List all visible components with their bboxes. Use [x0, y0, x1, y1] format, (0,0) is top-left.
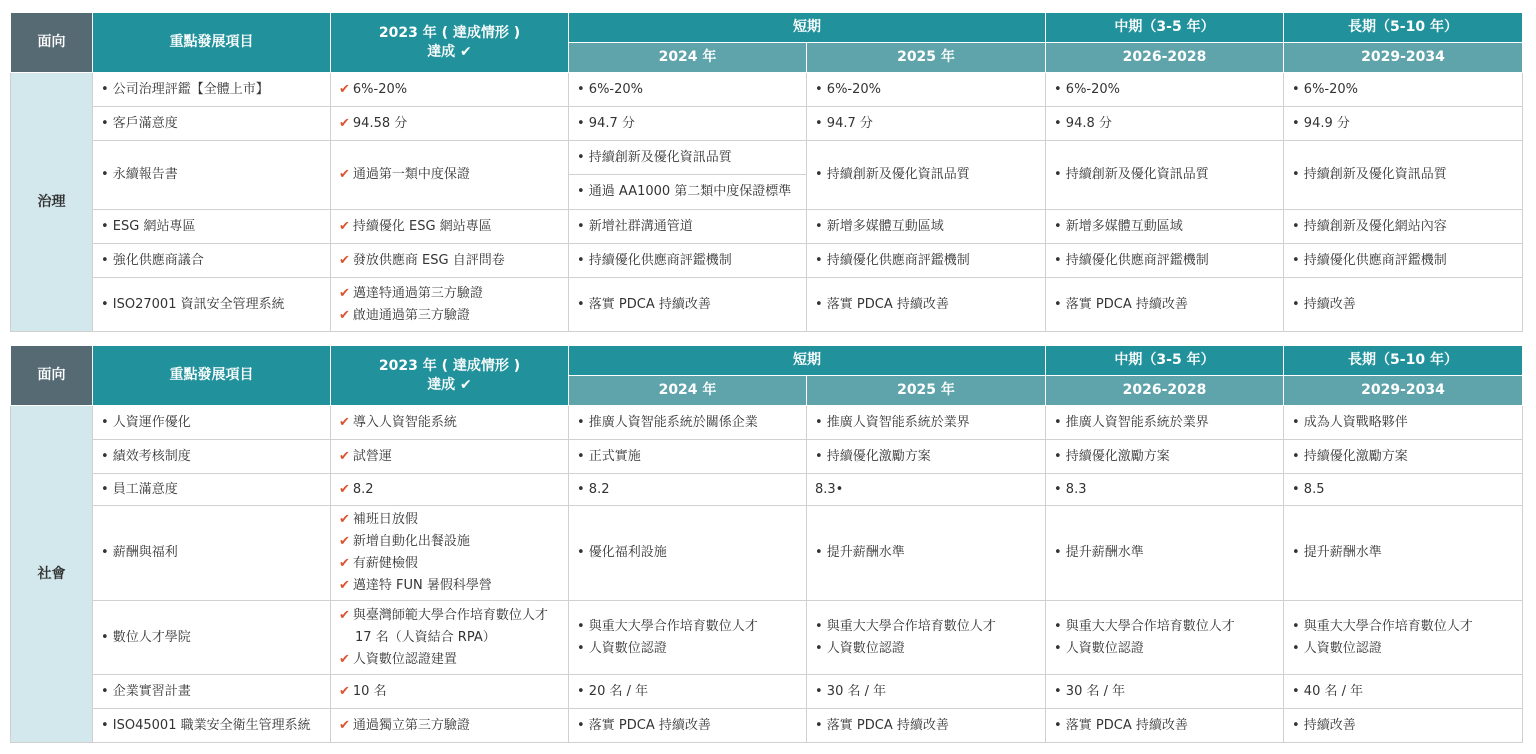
header-aspect: 面向	[11, 346, 93, 406]
cell-line	[1054, 681, 1275, 703]
cell-text: • 40 名 / 年	[1292, 683, 1364, 699]
cell-line	[1054, 446, 1275, 468]
cell-2024	[569, 107, 807, 141]
cell-line	[815, 164, 1037, 186]
cell-line	[815, 250, 1037, 272]
cell-text: 6%-20%	[352, 81, 408, 97]
header-long-range: 2029-2034	[1284, 376, 1523, 406]
cell-2025	[807, 73, 1046, 107]
header-mid-range: 2026-2028	[1046, 43, 1284, 73]
cell-text: • 提升薪酬水準	[815, 545, 905, 560]
cell-line	[577, 113, 798, 135]
cell-line	[339, 681, 560, 703]
cell-text: 94.58 分	[352, 115, 408, 131]
cell-line	[1054, 164, 1275, 186]
item-cell: • 客戶滿意度	[93, 107, 331, 141]
cell-2024	[569, 474, 807, 506]
cell-line	[1292, 79, 1514, 101]
cell-line	[339, 479, 560, 501]
cell-2023	[331, 474, 569, 506]
check-icon: ✔	[339, 534, 350, 549]
check-icon: ✔	[339, 81, 350, 97]
header-2023-line1: 2023 年 ( 達成情形 )	[378, 24, 521, 41]
cell-text: • 持續創新及優化資訊品質	[1292, 167, 1447, 182]
cell-line	[1292, 113, 1514, 135]
cell-line	[1292, 715, 1514, 737]
cell-text: • 持續優化供應商評鑑機制	[1292, 252, 1447, 268]
social-table-wrap	[10, 345, 1522, 743]
header-item: 重點發展項目	[93, 13, 331, 73]
cell-2025	[807, 474, 1046, 506]
cell-2025	[807, 210, 1046, 244]
header-short-term: 短期	[569, 346, 1046, 376]
cell-text: • 20 名 / 年	[577, 683, 649, 699]
cell-2023	[331, 440, 569, 474]
cell-2025	[807, 141, 1046, 210]
cell-line	[815, 542, 1037, 564]
cell-line	[1292, 250, 1514, 272]
cell-2023	[331, 107, 569, 141]
cell-2024	[569, 440, 807, 474]
cell-text: • 成為人資戰略夥伴	[1292, 414, 1408, 430]
cell-line	[815, 715, 1037, 737]
cell-text: 17 名（人資結合 RPA）	[355, 629, 496, 645]
check-icon: ✔	[339, 607, 350, 623]
cell-long	[1284, 278, 1523, 332]
table-row	[11, 73, 1523, 107]
cell-line	[577, 681, 798, 703]
cell-text: • 6%-20%	[1292, 81, 1359, 97]
cell-line	[1292, 216, 1514, 238]
cell-text: 通過第一類中度保證	[352, 167, 470, 182]
cell-line	[1054, 250, 1275, 272]
cell-line	[1054, 616, 1275, 638]
cell-line	[1292, 681, 1514, 703]
cell-text: • 人資數位認證	[815, 640, 905, 656]
cell-2023	[331, 709, 569, 743]
cell-line	[577, 294, 798, 316]
check-icon: ✔	[339, 512, 350, 527]
cell-text: • 新增社群溝通管道	[577, 218, 693, 234]
cell-mid	[1046, 210, 1284, 244]
cell-line	[1292, 638, 1514, 660]
cell-line	[815, 216, 1037, 238]
cell-line	[1292, 479, 1514, 501]
cell-long	[1284, 210, 1523, 244]
cell-2025	[807, 601, 1046, 675]
cell-text: • 8.2	[577, 481, 610, 497]
cell-line	[339, 575, 560, 597]
table-row	[11, 506, 1523, 601]
cell-text: • 94.7 分	[815, 115, 873, 131]
cell-mid	[1046, 73, 1284, 107]
cell-line	[339, 412, 560, 434]
cell-line	[815, 479, 1037, 501]
cell-line	[339, 605, 560, 627]
cell-line	[815, 294, 1037, 316]
cell-long	[1284, 440, 1523, 474]
cell-mid	[1046, 675, 1284, 709]
cell-2024	[569, 141, 807, 210]
header-row	[11, 346, 1523, 376]
cell-line	[1054, 542, 1275, 564]
cell-2024-top: • 持續創新及優化資訊品質	[569, 141, 806, 175]
cell-long	[1284, 244, 1523, 278]
cell-2023	[331, 244, 569, 278]
cell-line	[577, 638, 798, 660]
cell-text: 有薪健檢假	[352, 556, 418, 571]
cell-text: 人資數位認證建置	[352, 651, 457, 667]
cell-mid	[1046, 474, 1284, 506]
cell-2023	[331, 406, 569, 440]
item-cell: • 企業實習計畫	[93, 675, 331, 709]
cell-text: 試營運	[352, 448, 392, 464]
check-icon: ✔	[339, 717, 350, 733]
cell-line	[1054, 113, 1275, 135]
cell-line	[577, 479, 798, 501]
cell-text: • 94.9 分	[1292, 115, 1350, 131]
cell-text: 啟迪通過第三方驗證	[352, 307, 470, 323]
table-row	[11, 406, 1523, 440]
header-2024: 2024 年	[569, 43, 807, 73]
cell-2025	[807, 107, 1046, 141]
cell-2025	[807, 709, 1046, 743]
header-item: 重點發展項目	[93, 346, 331, 406]
cell-mid	[1046, 440, 1284, 474]
cell-text: 邁達特 FUN 暑假科學營	[352, 578, 492, 593]
cell-line	[339, 715, 560, 737]
cell-long	[1284, 141, 1523, 210]
cell-text: • 與重大大學合作培育數位人才	[1292, 618, 1473, 634]
cell-line	[1292, 616, 1514, 638]
cell-line	[1054, 79, 1275, 101]
check-icon: ✔	[339, 683, 350, 699]
social-table	[10, 345, 1523, 743]
cell-text: 導入人資智能系統	[352, 414, 457, 430]
cell-text: • 持續優化供應商評鑑機制	[1054, 252, 1209, 268]
cell-line	[339, 305, 560, 327]
cell-2024	[569, 601, 807, 675]
cell-long	[1284, 601, 1523, 675]
header-long-range: 2029-2034	[1284, 43, 1523, 73]
cell-text: • 推廣人資智能系統於關係企業	[577, 414, 758, 430]
table-row	[11, 440, 1523, 474]
cell-text: • 持續創新及優化網站內容	[1292, 218, 1447, 234]
cell-mid	[1046, 244, 1284, 278]
check-icon: ✔	[339, 556, 350, 571]
cell-line	[577, 79, 798, 101]
cell-line	[577, 542, 798, 564]
cell-2024	[569, 506, 807, 601]
cell-long	[1284, 675, 1523, 709]
check-icon: ✔	[339, 307, 350, 323]
cell-line	[577, 446, 798, 468]
item-cell: • 數位人才學院	[93, 601, 331, 675]
cell-2024	[569, 244, 807, 278]
cell-2023	[331, 506, 569, 601]
table-row	[11, 141, 1523, 210]
cell-text: • 持續優化激勵方案	[1292, 448, 1408, 464]
cell-text: 8.2	[352, 481, 374, 497]
cell-line	[577, 216, 798, 238]
header-mid-term: 中期（3-5 年）	[1046, 346, 1284, 376]
cell-long	[1284, 474, 1523, 506]
cell-2023	[331, 141, 569, 210]
cell-line	[339, 113, 560, 135]
cell-text: • 落實 PDCA 持續改善	[577, 296, 711, 312]
check-icon: ✔	[339, 578, 350, 593]
cell-text: • 6%-20%	[577, 81, 644, 97]
cell-line	[815, 79, 1037, 101]
item-cell: • ISO45001 職業安全衛生管理系統	[93, 709, 331, 743]
table-row	[11, 601, 1523, 675]
header-short-term: 短期	[569, 13, 1046, 43]
header-2023	[331, 13, 569, 73]
item-cell: • ISO27001 資訊安全管理系統	[93, 278, 331, 332]
check-icon: ✔	[339, 252, 350, 268]
cell-text: • 落實 PDCA 持續改善	[1054, 717, 1188, 733]
cell-line	[339, 531, 560, 553]
cell-2024-bottom: • 通過 AA1000 第二類中度保證標準	[577, 184, 792, 199]
item-cell: • 人資運作優化	[93, 406, 331, 440]
check-icon: ✔	[339, 414, 350, 430]
cell-text: 邁達特通過第三方驗證	[352, 285, 483, 301]
header-2023	[331, 346, 569, 406]
cell-line	[577, 715, 798, 737]
cell-2024	[569, 406, 807, 440]
cell-text: • 持續優化激勵方案	[1054, 448, 1170, 464]
cell-text: • 30 名 / 年	[1054, 683, 1126, 699]
category-cell: 社會	[11, 406, 93, 743]
cell-line	[815, 616, 1037, 638]
cell-mid	[1046, 278, 1284, 332]
cell-text: 8.3•	[815, 481, 844, 497]
cell-text: 新增自動化出餐設施	[352, 534, 470, 549]
table-row	[11, 107, 1523, 141]
item-cell: • 永續報告書	[93, 141, 331, 210]
cell-long	[1284, 506, 1523, 601]
cell-2025	[807, 675, 1046, 709]
header-2024: 2024 年	[569, 376, 807, 406]
cell-line	[1054, 638, 1275, 660]
cell-line	[577, 616, 798, 638]
cell-text: • 持續優化激勵方案	[815, 448, 931, 464]
cell-line	[339, 164, 560, 186]
cell-text: • 推廣人資智能系統於業界	[1054, 414, 1209, 430]
cell-2023	[331, 73, 569, 107]
cell-2024	[569, 278, 807, 332]
item-cell: • 績效考核制度	[93, 440, 331, 474]
cell-text: • 推廣人資智能系統於業界	[815, 414, 970, 430]
cell-text: • 落實 PDCA 持續改善	[815, 296, 949, 312]
cell-text: • 8.3	[1054, 481, 1087, 497]
cell-line	[1054, 412, 1275, 434]
check-icon: ✔	[339, 115, 350, 131]
check-icon: ✔	[339, 448, 350, 464]
table-row	[11, 244, 1523, 278]
check-icon: ✔	[339, 651, 350, 667]
header-2023-line2: 達成 ✔	[427, 376, 472, 393]
governance-table-wrap	[10, 12, 1522, 332]
cell-text: • 人資數位認證	[1292, 640, 1382, 656]
cell-long	[1284, 406, 1523, 440]
cell-text: • 持續優化供應商評鑑機制	[815, 252, 970, 268]
header-2025: 2025 年	[807, 376, 1046, 406]
cell-line	[339, 446, 560, 468]
cell-text: 通過獨立第三方驗證	[352, 717, 470, 733]
cell-text: • 新增多媒體互動區域	[815, 218, 944, 234]
cell-2025	[807, 244, 1046, 278]
cell-line	[815, 638, 1037, 660]
cell-line	[1292, 164, 1514, 186]
cell-text: • 與重大大學合作培育數位人才	[1054, 618, 1235, 634]
cell-mid	[1046, 709, 1284, 743]
header-mid-range: 2026-2028	[1046, 376, 1284, 406]
cell-line	[1292, 294, 1514, 316]
cell-text: 與臺灣師範大學合作培育數位人才	[352, 607, 548, 623]
cell-text: • 落實 PDCA 持續改善	[815, 717, 949, 733]
cell-line	[1054, 479, 1275, 501]
cell-text: • 提升薪酬水準	[1292, 545, 1382, 560]
cell-text: • 94.8 分	[1054, 115, 1112, 131]
cell-mid	[1046, 107, 1284, 141]
cell-mid	[1046, 141, 1284, 210]
cell-text: • 人資數位認證	[1054, 640, 1144, 656]
cell-2024	[569, 675, 807, 709]
cell-long	[1284, 107, 1523, 141]
header-aspect: 面向	[11, 13, 93, 73]
item-cell: • 公司治理評鑑【全體上市】	[93, 73, 331, 107]
cell-line	[1292, 446, 1514, 468]
cell-line	[339, 216, 560, 238]
cell-line	[339, 649, 560, 671]
cell-text: • 持續創新及優化資訊品質	[815, 167, 970, 182]
table-row	[11, 474, 1523, 506]
item-cell: • 員工滿意度	[93, 474, 331, 506]
category-cell: 治理	[11, 73, 93, 332]
item-cell: • 薪酬與福利	[93, 506, 331, 601]
cell-2025	[807, 278, 1046, 332]
cell-text: • 94.7 分	[577, 115, 635, 131]
cell-text: • 持續改善	[1292, 296, 1356, 312]
cell-line	[339, 250, 560, 272]
cell-text: 發放供應商 ESG 自評問卷	[352, 252, 505, 268]
header-long-term: 長期（5-10 年）	[1284, 13, 1523, 43]
cell-2025	[807, 440, 1046, 474]
cell-2024	[569, 210, 807, 244]
cell-line	[577, 412, 798, 434]
cell-2023	[331, 675, 569, 709]
cell-text: • 6%-20%	[1054, 81, 1121, 97]
cell-text: • 30 名 / 年	[815, 683, 887, 699]
item-cell: • 強化供應商議合	[93, 244, 331, 278]
check-icon: ✔	[339, 481, 350, 497]
cell-text: • 提升薪酬水準	[1054, 545, 1144, 560]
cell-line	[1054, 294, 1275, 316]
cell-line	[815, 681, 1037, 703]
cell-2025	[807, 406, 1046, 440]
cell-text: • 人資數位認證	[577, 640, 667, 656]
cell-mid	[1046, 601, 1284, 675]
cell-line	[339, 283, 560, 305]
cell-line	[339, 553, 560, 575]
cell-text: • 落實 PDCA 持續改善	[1054, 296, 1188, 312]
cell-text: • 持續優化供應商評鑑機制	[577, 252, 732, 268]
cell-text: • 持續改善	[1292, 717, 1356, 733]
cell-text: • 新增多媒體互動區域	[1054, 218, 1183, 234]
cell-text: • 持續創新及優化資訊品質	[1054, 167, 1209, 182]
cell-text: • 6%-20%	[815, 81, 882, 97]
cell-2024	[569, 709, 807, 743]
cell-text: 補班日放假	[352, 512, 418, 527]
check-icon: ✔	[339, 167, 350, 182]
table-row	[11, 675, 1523, 709]
header-2025: 2025 年	[807, 43, 1046, 73]
cell-mid	[1046, 406, 1284, 440]
cell-line	[339, 627, 560, 649]
cell-long	[1284, 73, 1523, 107]
check-icon: ✔	[339, 218, 350, 234]
cell-text: • 落實 PDCA 持續改善	[577, 717, 711, 733]
cell-text: • 8.5	[1292, 481, 1325, 497]
cell-2024	[569, 73, 807, 107]
cell-line	[1292, 542, 1514, 564]
cell-mid	[1046, 506, 1284, 601]
cell-line	[1054, 216, 1275, 238]
cell-line	[815, 113, 1037, 135]
cell-text: 持續優化 ESG 網站專區	[352, 218, 492, 234]
header-2023-line2: 達成 ✔	[427, 43, 472, 60]
item-cell: • ESG 網站專區	[93, 210, 331, 244]
table-row	[11, 709, 1523, 743]
cell-text: • 與重大大學合作培育數位人才	[815, 618, 996, 634]
table-row	[11, 210, 1523, 244]
cell-2025	[807, 506, 1046, 601]
governance-table	[10, 12, 1523, 332]
header-long-term: 長期（5-10 年）	[1284, 346, 1523, 376]
cell-text: • 與重大大學合作培育數位人才	[577, 618, 758, 634]
cell-text: • 正式實施	[577, 448, 641, 464]
cell-text: • 優化福利設施	[577, 545, 667, 560]
header-row	[11, 13, 1523, 43]
cell-line	[339, 79, 560, 101]
cell-line	[577, 250, 798, 272]
cell-line	[339, 509, 560, 531]
cell-long	[1284, 709, 1523, 743]
cell-line	[815, 446, 1037, 468]
cell-text: 10 名	[352, 683, 387, 699]
cell-line	[1054, 715, 1275, 737]
header-mid-term: 中期（3-5 年）	[1046, 13, 1284, 43]
check-icon: ✔	[339, 285, 350, 301]
cell-2023	[331, 601, 569, 675]
cell-line	[815, 412, 1037, 434]
cell-2023	[331, 210, 569, 244]
cell-line	[1292, 412, 1514, 434]
header-2023-line1: 2023 年 ( 達成情形 )	[378, 357, 521, 374]
table-row	[11, 278, 1523, 332]
cell-2023	[331, 278, 569, 332]
